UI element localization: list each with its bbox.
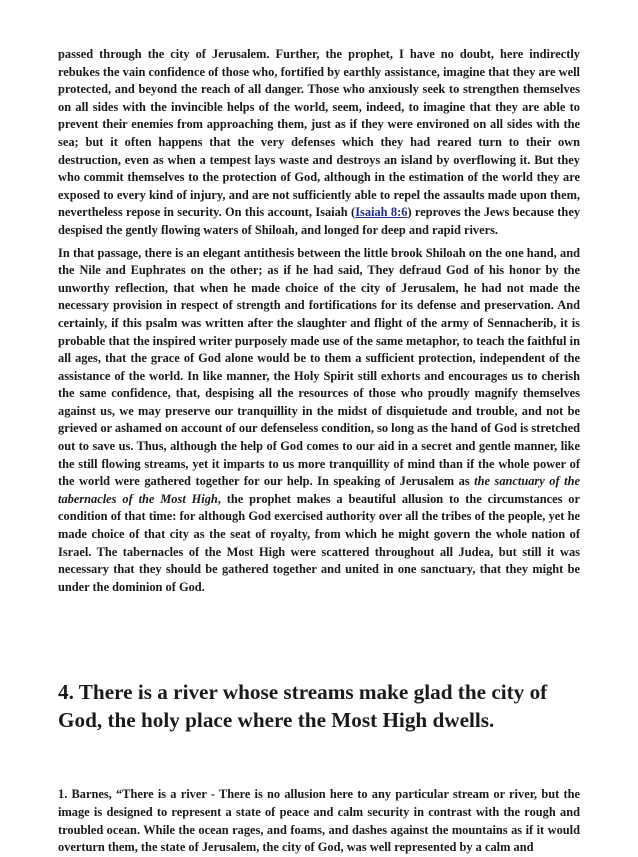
commentary-paragraph: 1. Barnes, “There is a river - There is no allusion here to any particular stream or river, but the image is designed to represent a state of peace and calm security in contrast with the rough and troubled ocean. While the ocean rages, and foams, and dashes against the mountains as if it would overturn them, the state of Jerusalem, the city of God, was well represented by a calm and (58, 787, 580, 855)
italic-phrase: the sanctuary of the tabernacles of the Most High (58, 474, 580, 506)
verse-heading: 4. There is a river whose streams make glad the city of God, the holy place where the Most High dwells. (58, 680, 548, 733)
scripture-link[interactable]: Isaiah 8:6 (355, 205, 408, 220)
commentary-paragraph (58, 245, 580, 597)
paragraph-text: , the prophet makes a beautiful allusion to the circumstances or condition of that time: for although God exercised authority over all the tribes of the people, yet he made choice of that city as the seat of royalty, from which he might govern the whole nation of Israel. The tabernacles of the Most High were scattered throughout all Judea, but still it was necessary that they should be gathered together and united in one sanctuary, that they might be under the dominion of God. (58, 491, 580, 594)
commentary-paragraph (58, 46, 580, 240)
paragraph-text: In that passage, there is an elegant antithesis between the little brook Shiloah on the one hand, and the Nile and Euphrates on the other; as if he had said, They defraud God of his honor by the unworthy reflection, that when he made choice of the city of Jerusalem, he had not made the necessary provision in respect of strength and fortifications for its defense and preservation. And certainly, if this psalm was written after the slaughter and flight of the army of Sennacherib, it is probable that the inspired writer purposely made use of the same metaphor, to teach the faithful in all ages, that the grace of God alone would be to them a sufficient protection, independent of the assistance of the world. In like manner, the Holy Spirit still exhorts and encourages us to cherish the same confidence, that, despising all the resources of those who proudly magnify themselves against us, we may preserve our tranquillity in the midst of disquietude and trouble, and not be grieved or ashamed on account of our defenseless condition, so long as the hand of God is stretched out to save us. Thus, although the help of God comes to our aid in a secret and gentle manner, like the still flowing streams, yet it imparts to us more tranquillity of mind than if the whole power of the world were gathered together for our help. In speaking of Jerusalem as (58, 245, 580, 489)
paragraph-text: passed through the city of Jerusalem. Further, the prophet, I have no doubt, here indirectly rebukes the vain confidence of those who, fortified by earthly assistance, imagine that they are well protected, and beyond the reach of all danger. Those who anxiously seek to strengthen themselves on all sides with the invincible helps of the world, seem, indeed, to imagine that they are able to prevent their enemies from approaching them, just as if they were environed on all sides with the sea; but it often happens that the very defenses which they had reared turn to their own destruction, even as when a tempest lays waste and destroys an island by overflowing it. But they who commit themselves to the protection of God, although in the estimation of the world they are exposed to every kind of injury, and are not sufficiently able to repel the assaults made upon them, nevertheless repose in security. On this account, Isaiah ( (58, 47, 580, 220)
paragraph-text: ) reproves the Jews because they despised the gently flowing waters of Shiloah, and longed for deep and rapid rivers. (58, 205, 581, 237)
